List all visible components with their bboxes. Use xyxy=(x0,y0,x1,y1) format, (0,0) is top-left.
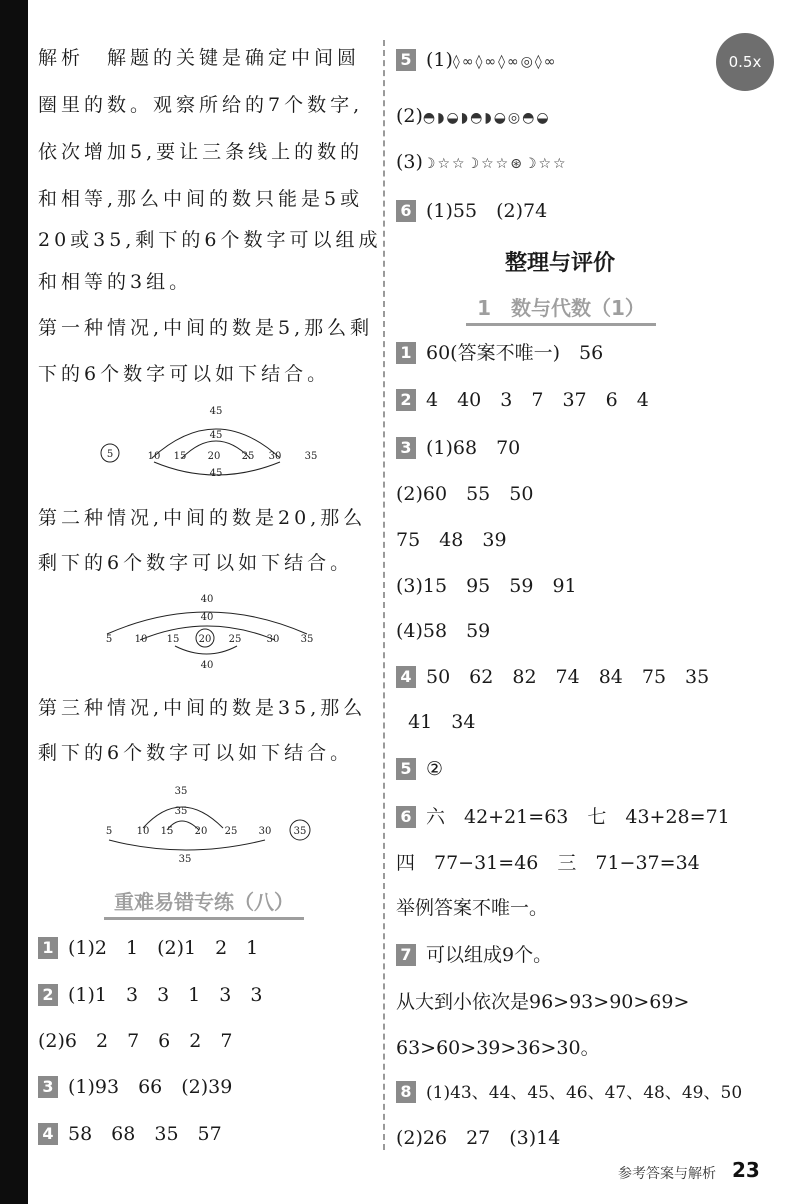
diagram-sum-label: 45 xyxy=(209,430,223,441)
question-number-badge: 3 xyxy=(38,1076,58,1098)
answer-row xyxy=(396,896,548,920)
diagram-number: 15 xyxy=(166,634,180,645)
diagram-sum-label: 40 xyxy=(200,594,214,605)
answer-row xyxy=(396,199,547,223)
diagram-sum-label: 45 xyxy=(209,406,223,417)
answer-text: (1)2 1 (2)1 2 1 xyxy=(68,937,259,959)
answer-row xyxy=(396,1036,600,1060)
answer-row xyxy=(396,757,443,781)
question-number-badge: 1 xyxy=(38,937,58,959)
answer-row xyxy=(38,1122,222,1146)
diagram-center-number: 35 xyxy=(293,826,307,837)
diagram-number: 25 xyxy=(241,451,255,462)
diagram-sum-label: 35 xyxy=(178,854,192,864)
analysis-line-4: 和相等,那么中间的数只能是5或 xyxy=(38,188,364,210)
answer-text: (2)26 27 (3)14 xyxy=(396,1127,561,1149)
answer-text: (1)55 (2)74 xyxy=(426,200,548,222)
question-number-badge: 6 xyxy=(396,200,416,222)
answer-row xyxy=(396,665,709,689)
answer-text: 41 34 xyxy=(396,711,476,733)
answer-row xyxy=(396,436,520,460)
shape-answer-label: (3) xyxy=(396,151,423,173)
shape-sequence: ☽☆☆☽☆☆⊛☽☆☆ xyxy=(422,156,568,172)
answer-row xyxy=(396,528,507,552)
diagram-sum-label: 40 xyxy=(200,612,214,623)
case3-line-1: 第三种情况,中间的数是35,那么 xyxy=(38,697,367,719)
footer-label: 参考答案与解析 xyxy=(618,1166,716,1182)
diagram-sum-label: 35 xyxy=(174,786,188,797)
analysis-line-7: 第一种情况,中间的数是5,那么剩 xyxy=(38,317,374,339)
answer-text: 可以组成9个。 xyxy=(426,944,553,966)
question-number-badge: 6 xyxy=(396,806,416,828)
diagram-sum-label: 40 xyxy=(200,660,214,670)
answer-text: (2)60 55 50 xyxy=(396,483,534,505)
shape-answer-label: (2) xyxy=(396,105,423,127)
diagram-center-number: 5 xyxy=(106,449,114,460)
answer-row xyxy=(396,388,649,412)
answer-row xyxy=(396,805,730,829)
answer-text: 四 77−31=46 三 71−37=34 xyxy=(396,852,700,874)
answer-text: 50 62 82 74 84 75 35 xyxy=(426,666,710,688)
answer-text: 4 40 3 7 37 6 4 xyxy=(426,389,649,411)
combination-diagram-1 xyxy=(90,400,340,480)
answer-row xyxy=(396,482,533,506)
answer-row xyxy=(38,1029,232,1053)
answer-row xyxy=(396,619,490,643)
diagram-sum-label: 35 xyxy=(174,806,188,817)
case2-line-1: 第二种情况,中间的数是20,那么 xyxy=(38,507,367,529)
diagram-number: 35 xyxy=(304,451,318,462)
answer-text: (1)93 66 (2)39 xyxy=(68,1076,233,1098)
answer-row xyxy=(396,1126,560,1150)
diagram-number: 25 xyxy=(224,826,238,837)
combination-diagram-3 xyxy=(95,782,335,864)
diagram-number: 5 xyxy=(105,826,113,837)
answer-row xyxy=(396,990,689,1014)
question-number-badge: 8 xyxy=(396,1081,416,1103)
analysis-line-8: 下的6个数字可以如下结合。 xyxy=(38,363,331,385)
answer-text: (2)6 2 7 6 2 7 xyxy=(38,1030,233,1052)
shape-sequence: ◊∞◊∞◊∞◎◊∞ xyxy=(452,54,558,70)
question-number-badge: 5 xyxy=(396,49,416,71)
answer-row xyxy=(396,710,475,734)
answer-text: 从大到小依次是96>93>90>69> xyxy=(396,991,690,1013)
diagram-number: 25 xyxy=(228,634,242,645)
page-number: 23 xyxy=(732,1158,760,1182)
answer-row xyxy=(396,574,577,598)
analysis-line-5: 20或35,剩下的6个数字可以组成 xyxy=(38,229,382,251)
diagram-number: 10 xyxy=(136,826,150,837)
diagram-center-number: 20 xyxy=(198,634,212,645)
column-divider xyxy=(383,40,385,1150)
answer-text: 举例答案不唯一。 xyxy=(396,897,549,919)
diagram-sum-label: 45 xyxy=(209,468,223,479)
answer-row xyxy=(396,1081,742,1105)
analysis-line-6: 和相等的3组。 xyxy=(38,271,193,293)
shape-answer-label: (1) xyxy=(426,49,453,71)
playback-speed-button[interactable]: 0.5x xyxy=(716,33,774,91)
answer-text: (1)68 70 xyxy=(426,437,521,459)
shape-answer-row xyxy=(396,48,557,74)
question-number-badge: 2 xyxy=(38,984,58,1006)
answer-text: (3)15 95 59 91 xyxy=(396,575,577,597)
answer-row xyxy=(396,341,603,365)
answer-text: 60(答案不唯一) 56 xyxy=(426,342,604,364)
question-number-badge: 4 xyxy=(396,666,416,688)
shape-sequence: ◓◗◒◗◓◗◒◎◓◒ xyxy=(422,110,551,126)
diagram-number: 20 xyxy=(207,451,221,462)
diagram-number: 15 xyxy=(160,826,174,837)
diagram-number: 30 xyxy=(266,634,280,645)
answer-text: 六 42+21=63 七 43+28=71 xyxy=(426,806,730,828)
question-number-badge: 5 xyxy=(396,758,416,780)
section-title-practice: 重难易错专练（八） xyxy=(104,886,304,920)
analysis-line-1: 解析 解题的关键是确定中间圆 xyxy=(38,47,361,69)
diagram-number: 5 xyxy=(105,634,113,645)
answer-text: ② xyxy=(426,758,444,780)
diagram-number: 30 xyxy=(268,451,282,462)
sub-title: 1 数与代数（1） xyxy=(466,292,656,326)
answer-row xyxy=(38,983,262,1007)
question-number-badge: 2 xyxy=(396,389,416,411)
analysis-line-3: 依次增加5,要让三条线上的数的 xyxy=(38,141,364,163)
answer-row xyxy=(396,943,552,967)
combination-diagram-2 xyxy=(95,590,335,670)
diagram-number: 30 xyxy=(258,826,272,837)
answer-text: 58 68 35 57 xyxy=(68,1123,222,1145)
answer-row xyxy=(38,936,258,960)
page-binding-edge xyxy=(0,0,28,1204)
answer-row xyxy=(396,851,700,875)
shape-answer-row xyxy=(396,150,568,176)
case2-line-2: 剩下的6个数字可以如下结合。 xyxy=(38,552,354,574)
answer-row xyxy=(38,1075,232,1099)
answer-text: (1)43、44、45、46、47、48、49、50 xyxy=(426,1083,743,1103)
main-title: 整理与评价 xyxy=(504,251,615,276)
question-number-badge: 1 xyxy=(396,342,416,364)
question-number-badge: 7 xyxy=(396,944,416,966)
answer-text: (4)58 59 xyxy=(396,620,491,642)
answer-text: (1)1 3 3 1 3 3 xyxy=(68,984,263,1006)
question-number-badge: 3 xyxy=(396,437,416,459)
diagram-number: 15 xyxy=(173,451,187,462)
question-number-badge: 4 xyxy=(38,1123,58,1145)
diagram-number: 10 xyxy=(147,451,161,462)
analysis-line-2: 圈里的数。观察所给的7个数字, xyxy=(38,94,364,116)
diagram-number: 20 xyxy=(194,826,208,837)
diagram-number: 10 xyxy=(134,634,148,645)
diagram-number: 35 xyxy=(300,634,314,645)
shape-answer-row xyxy=(396,104,551,130)
answer-text: 75 48 39 xyxy=(396,529,507,551)
case3-line-2: 剩下的6个数字可以如下结合。 xyxy=(38,742,354,764)
answer-text: 63>60>39>36>30。 xyxy=(396,1037,600,1059)
